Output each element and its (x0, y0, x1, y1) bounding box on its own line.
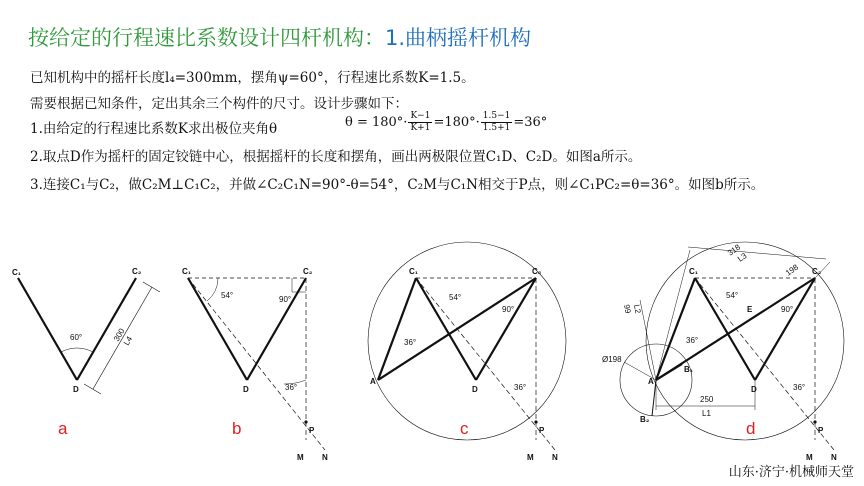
caption-c: c (460, 419, 469, 438)
label-c1-b: C₁ (182, 267, 192, 276)
angle-54-c: 54° (449, 293, 462, 302)
label-p-c: P (539, 426, 545, 435)
dim-l1: L1 (702, 409, 711, 418)
dim-318: 318 (725, 242, 743, 258)
angle-54-b: 54° (221, 291, 234, 300)
fraction-2-den: 1.5+1 (482, 123, 511, 133)
label-c2-c: C₂ (532, 267, 542, 276)
title-sub: 1.曲柄摇杆机构 (385, 26, 532, 50)
label-e-d: E (747, 305, 753, 314)
angle-36-b: 36° (285, 383, 298, 392)
rocker-c2d-c (476, 278, 536, 380)
figure-c (368, 242, 566, 462)
label-n-c: N (552, 453, 558, 462)
angle-60: 60° (70, 333, 83, 342)
rocker-c1d-d (695, 278, 755, 380)
formula-rhs: =36° (513, 115, 548, 130)
angle-arc-54-b (207, 278, 218, 301)
dim-l4: L4 (121, 334, 135, 347)
dim-300: 300 (111, 326, 127, 343)
dim-ext-2 (84, 384, 101, 394)
dim-l3: L3 (735, 251, 749, 264)
label-c1-d: C₁ (689, 267, 699, 276)
label-m-d: M (806, 453, 813, 462)
angle-36-c2: 36° (514, 383, 527, 392)
label-d-b: D (243, 385, 249, 394)
figure-b (182, 267, 328, 462)
formula-lhs: θ = 180°· (345, 115, 408, 130)
text-line-2: 需要根据已知条件，定出其余三个构件的尺寸。设计步骤如下： (30, 96, 408, 112)
label-d-d: D (751, 385, 757, 394)
rocker-c1d-b (188, 278, 247, 380)
text-line-1: 已知机构中的摇杆长度l₄=300mm，摆角ψ=60°，行程速比系数K=1.5。 (30, 70, 475, 86)
rocker-c2d-b (247, 278, 306, 380)
label-n-b: N (322, 453, 328, 462)
label-c1-c: C₁ (409, 267, 419, 276)
label-m-b: M (297, 453, 304, 462)
dim-l2: L2 (632, 303, 643, 315)
caption-d: d (746, 419, 756, 438)
label-b1-d: B₁ (684, 365, 694, 374)
text-line-3: 1.由给定的行程速比系数K求出极位夹角θ (30, 121, 278, 137)
label-p-d: P (818, 426, 824, 435)
label-b2-d: B₂ (640, 415, 650, 424)
point-p-c (534, 420, 537, 423)
figure-d (602, 242, 844, 462)
rocker-c2d-d (755, 278, 815, 380)
label-a-c: A (370, 377, 376, 386)
label-c1-a: C₁ (12, 268, 22, 277)
label-n-d: N (831, 453, 837, 462)
formula-mid: =180°· (433, 115, 480, 130)
fraction-1-den: K+1 (410, 123, 431, 133)
dim-99: 99 (622, 303, 633, 315)
fraction-1-num: K−1 (410, 111, 431, 121)
angle-90-c: 90° (502, 305, 515, 314)
label-c2-a: C₂ (132, 267, 142, 276)
dim-ext-1 (143, 282, 160, 292)
angle-36-c1: 36° (404, 338, 417, 347)
dim-250: 250 (700, 395, 714, 404)
angle-arc-60 (61, 348, 93, 352)
angle-36-d1: 36° (686, 336, 699, 345)
fraction-2-num: 1.5−1 (482, 111, 511, 121)
caption-a: a (58, 419, 68, 438)
angle-36-d2: 36° (793, 383, 806, 392)
link-ac1-c (378, 278, 416, 380)
dim-198: 198 (783, 262, 801, 278)
text-line-4: 2.取点D作为摇杆的固定铰链中心，根据摇杆的长度和摆角，画出两极限位置C₁D、C₂D。如图a所示。 (30, 149, 642, 165)
rocker-c2d (77, 278, 136, 380)
label-d-a: D (73, 385, 79, 394)
label-m-c: M (527, 453, 534, 462)
rocker-c1d-c (416, 278, 476, 380)
angle-54-d: 54° (726, 291, 739, 300)
caption-b: b (232, 419, 242, 438)
dim-line-318 (688, 247, 826, 259)
figure-a (12, 267, 160, 438)
rocker-c1d (18, 278, 77, 380)
watermark: 山东·济宁·机械师天堂 (728, 465, 854, 480)
text-line-5: 3.连接C₁与C₂，做C₂M⊥C₁C₂，并做∠C₂C₁N=90°-θ=54°，C₂M与C₁N相交于P点，则∠C₁PC₂=θ=36°。如图b所示。 (30, 177, 765, 193)
angle-90-b: 90° (279, 295, 292, 304)
label-c2-d: C₂ (812, 267, 822, 276)
label-c2-b: C₂ (303, 267, 313, 276)
point-p-b (304, 420, 307, 423)
dim-dia198: Ø198 (602, 355, 622, 364)
point-p-d (813, 420, 816, 423)
label-d-c: D (472, 385, 478, 394)
title-main: 按给定的行程速比系数设计四杆机构： (28, 26, 385, 50)
label-a-d: A (648, 377, 654, 386)
label-p-b: P (309, 426, 315, 435)
angle-90-d: 90° (781, 305, 794, 314)
